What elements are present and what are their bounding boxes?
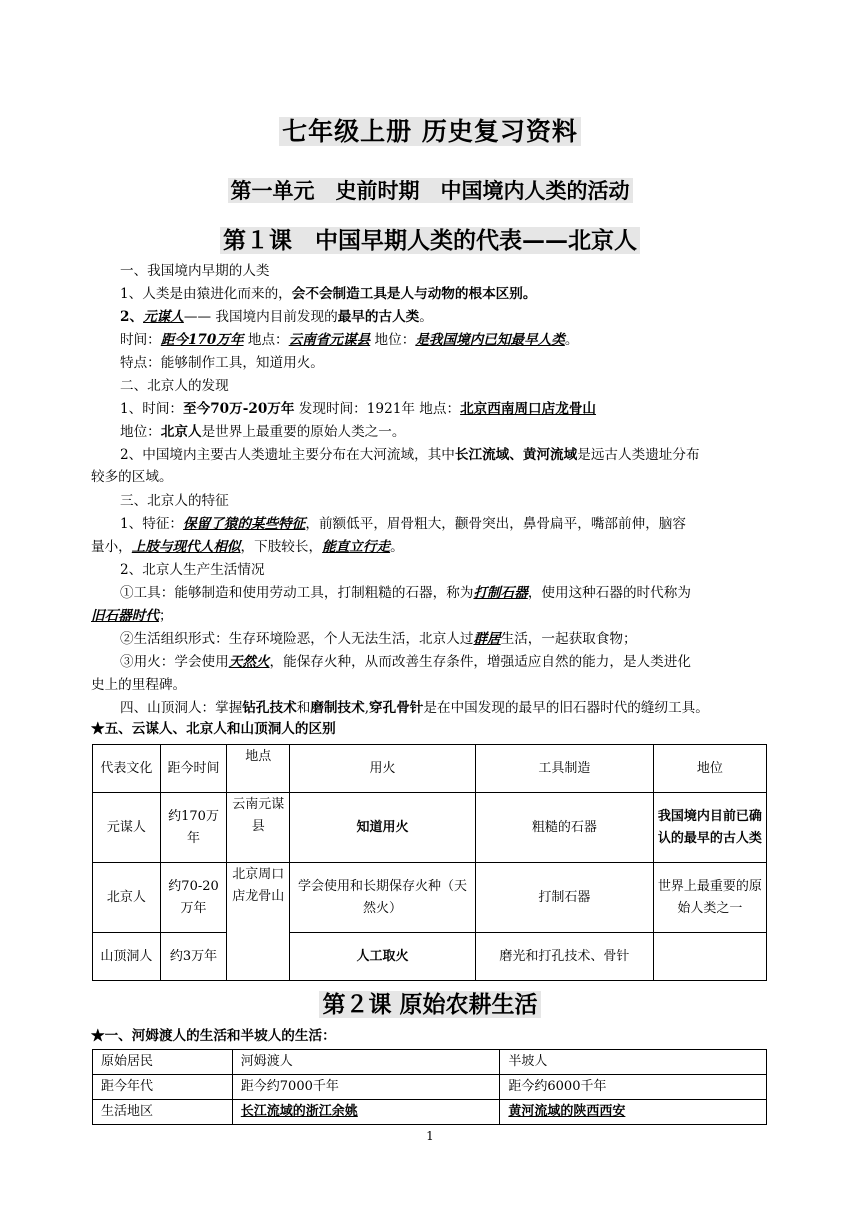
- table-cell: 粗糙的石器: [475, 793, 653, 863]
- unit-title: 第一单元 史前时期 中国境内人类的活动: [0, 175, 860, 205]
- section-heading: ★一、河姆渡人的生活和半坡人的生活：: [91, 1028, 336, 1044]
- table-cell: [653, 933, 766, 981]
- table-cell: 学会使用和长期保存火种（天然火）: [290, 863, 476, 933]
- paragraph: 2、中国境内主要古人类遗址主要分布在大河流域，其中长江流域、黄河流域是远古人类遗址分布: [120, 447, 700, 463]
- table-header-cell: 代表文化: [93, 745, 161, 793]
- paragraph: 2、北京人生产生活情况: [120, 562, 265, 578]
- paragraph: 1、特征：保留了猿的某些特征，前额低平，眉骨粗大，颧骨突出，鼻骨扁平，嘴部前伸，脑容: [120, 516, 686, 532]
- paragraph: 四、山顶洞人：掌握钻孔技术和磨制技术,穿孔骨针是在中国发现的最早的旧石器时代的缝纫工具。: [120, 700, 709, 716]
- table-cell: 黄河流域的陕西西安: [500, 1100, 767, 1125]
- section-heading: 三、北京人的特征: [120, 493, 229, 509]
- table-header-cell: 地位: [653, 745, 766, 793]
- paragraph: 量小，上肢与现代人相似，下肢较长，能直立行走。: [91, 539, 404, 555]
- table-cell: 打制石器: [475, 863, 653, 933]
- table-cell: 约170万年: [160, 793, 227, 863]
- table-cell: 距今约6000千年: [500, 1075, 767, 1100]
- table-cell: 云南元谋县: [227, 793, 290, 863]
- hemudu-banpo-table: [92, 1049, 767, 1125]
- table-cell: 原始居民: [93, 1050, 233, 1075]
- paragraph: 旧石器时代；: [91, 608, 173, 624]
- table-cell: 磨光和打孔技术、骨针: [475, 933, 653, 981]
- table-header-cell: 距今时间: [160, 745, 227, 793]
- table-cell: 人工取火: [290, 933, 476, 981]
- table-cell: 元谋人: [93, 793, 161, 863]
- table-cell: 河姆渡人: [232, 1050, 500, 1075]
- table-cell: 距今约7000千年: [232, 1075, 500, 1100]
- table-cell: 约3万年: [160, 933, 227, 981]
- section-heading: 一、我国境内早期的人类: [120, 263, 270, 279]
- table-cell: 距今年代: [93, 1075, 233, 1100]
- table-header-cell: 地点: [227, 745, 290, 793]
- table-header-cell: 用火: [290, 745, 476, 793]
- section-heading: 二、北京人的发现: [120, 378, 229, 394]
- document-title: 七年级上册 历史复习资料: [0, 112, 860, 148]
- table-cell: 知道用火: [290, 793, 476, 863]
- paragraph: 1、人类是由猿进化而来的，会不会制造工具是人与动物的根本区别。: [120, 286, 537, 302]
- table-row: [93, 863, 767, 933]
- table-row: [93, 1050, 767, 1075]
- lesson-1-title: 第１课 中国早期人类的代表——北京人: [0, 222, 860, 255]
- section-heading: ★五、云谋人、北京人和山顶洞人的区别: [91, 721, 336, 737]
- table-cell: 生活地区: [93, 1100, 233, 1125]
- table-cell: 世界上最重要的原始人类之一: [653, 863, 766, 933]
- paragraph: 时间：距今170万年 地点：云南省元谋县 地位：是我国境内已知最早人类。: [120, 332, 579, 348]
- table-row: [93, 933, 767, 981]
- table-header-row: [93, 745, 767, 793]
- page-number: 1: [426, 1129, 434, 1143]
- table-cell: 北京人: [93, 863, 161, 933]
- table-cell: 约70-20万年: [160, 863, 227, 933]
- table-cell: 山顶洞人: [93, 933, 161, 981]
- paragraph: 较多的区域。: [91, 469, 173, 485]
- paragraph: 特点：能够制作工具，知道用火。: [120, 355, 324, 371]
- lesson-2-title: 第２课 原始农耕生活: [0, 986, 860, 1019]
- table-cell: 北京周口店龙骨山: [227, 863, 290, 981]
- table-row: [93, 1100, 767, 1125]
- comparison-table: [92, 744, 767, 981]
- table-row: [93, 793, 767, 863]
- paragraph: 2、元谋人—— 我国境内目前发现的最早的古人类。: [120, 309, 433, 325]
- table-cell: 我国境内目前已确认的最早的古人类: [653, 793, 766, 863]
- paragraph: 1、时间：至今70万-20万年 发现时间：1921年 地点：北京西南周口店龙骨山: [120, 401, 597, 417]
- table-cell: 长江流域的浙江余姚: [232, 1100, 500, 1125]
- table-header-cell: 工具制造: [475, 745, 653, 793]
- paragraph: 地位：北京人是世界上最重要的原始人类之一。: [120, 424, 406, 440]
- table-cell: 半坡人: [500, 1050, 767, 1075]
- paragraph: 史上的里程碑。: [91, 677, 187, 693]
- table-row: [93, 1075, 767, 1100]
- paragraph: ②生活组织形式：生存环境险恶，个人无法生活，北京人过群居生活，一起获取食物；: [120, 631, 637, 647]
- paragraph: ③用火：学会使用天然火，能保存火种，从而改善生存条件，增强适应自然的能力，是人类进化: [120, 654, 691, 670]
- paragraph: ①工具：能够制造和使用劳动工具，打制粗糙的石器，称为打制石器，使用这种石器的时代称为: [120, 585, 691, 601]
